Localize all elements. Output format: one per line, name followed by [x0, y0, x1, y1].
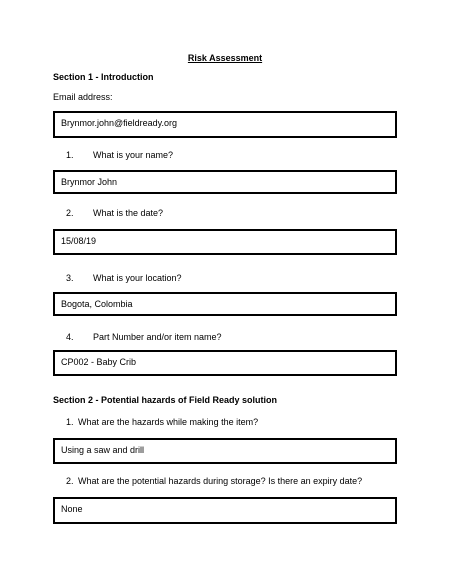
- question-1: [66, 150, 173, 160]
- question-2: [66, 208, 163, 218]
- answer-text: Using a saw and drill: [61, 445, 145, 455]
- email-value: Brynmor.john@fieldready.org: [61, 118, 178, 128]
- question-4: [66, 332, 222, 342]
- hazard-question-2: [66, 476, 362, 486]
- question-text: What is the date?: [93, 208, 164, 218]
- answer-text: Bogota, Colombia: [61, 299, 133, 309]
- answer-text: Brynmor John: [61, 177, 118, 187]
- question-3: [66, 273, 182, 283]
- question-number: 1.: [66, 150, 74, 160]
- answer-text: 15/08/19: [61, 236, 97, 246]
- name-field[interactable]: [53, 170, 397, 194]
- document-title: Risk Assessment: [187, 53, 263, 63]
- question-text: What is your name?: [93, 150, 174, 160]
- email-field[interactable]: [53, 111, 397, 138]
- date-field[interactable]: [53, 229, 397, 255]
- section-1-heading: Section 1 - Introduction: [53, 72, 154, 82]
- storage-hazards-field[interactable]: [53, 497, 397, 524]
- question-number: 2.: [66, 476, 74, 486]
- question-number: 3.: [66, 273, 74, 283]
- email-label: Email address:: [53, 92, 113, 102]
- section-2-heading: Section 2 - Potential hazards of Field Ready solution: [53, 395, 278, 405]
- location-field[interactable]: [53, 292, 397, 316]
- question-number: 4.: [66, 332, 74, 342]
- answer-text: CP002 - Baby Crib: [61, 357, 137, 367]
- question-text: What are the hazards while making the item?: [78, 417, 259, 427]
- making-hazards-field[interactable]: [53, 438, 397, 464]
- question-text: Part Number and/or item name?: [93, 332, 222, 342]
- question-text: What is your location?: [93, 273, 182, 283]
- hazard-question-1: [66, 417, 258, 427]
- question-number: 2.: [66, 208, 74, 218]
- item-name-field[interactable]: [53, 350, 397, 376]
- answer-text: None: [61, 504, 83, 514]
- question-number: 1.: [66, 417, 74, 427]
- question-text: What are the potential hazards during storage? Is there an expiry date?: [78, 476, 363, 486]
